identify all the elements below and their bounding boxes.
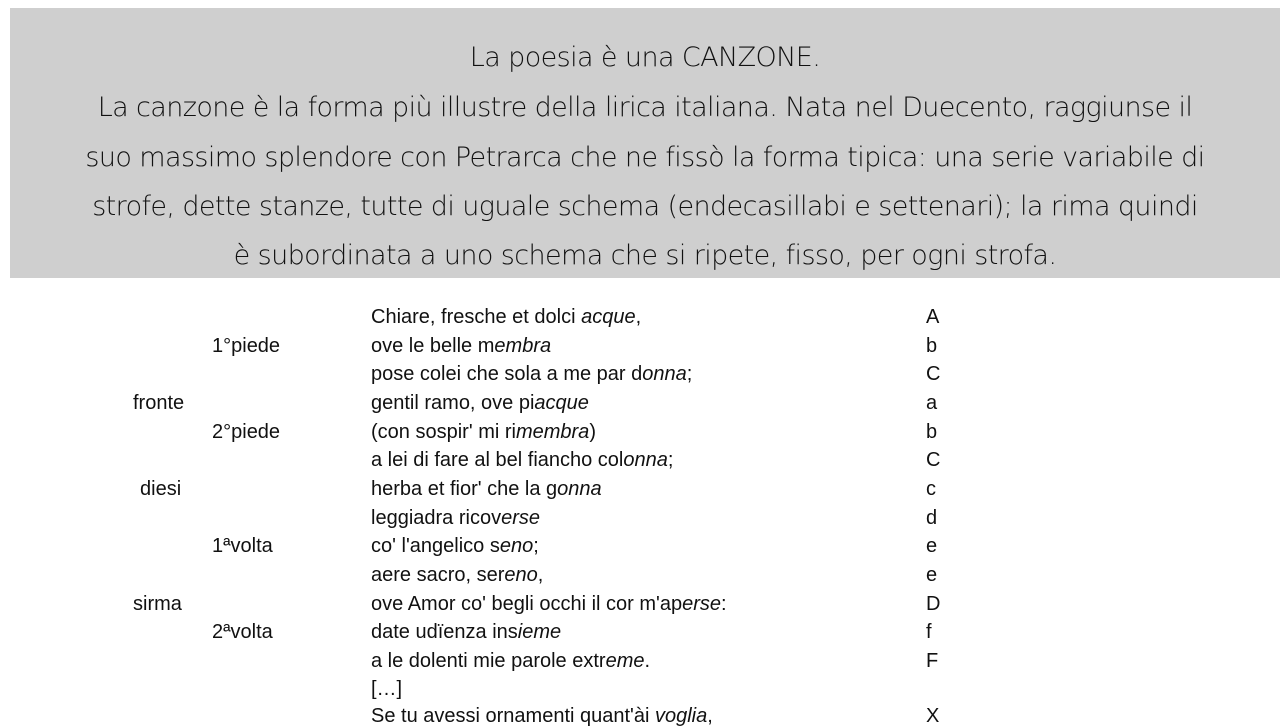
sub-section-label: 1°piede [212, 335, 281, 357]
rhyme-letter: e [926, 535, 938, 557]
intro-line: strofe, dette stanze, tutte di uguale schema (endecasillabi e settenari); la rima quindi [92, 191, 1198, 222]
section-label: fronte [133, 392, 185, 414]
rhyme-letter: b [926, 421, 938, 443]
verse-line: date udïenza insieme [371, 621, 562, 643]
verse-line: (con sospir' mi rimembra) [371, 421, 596, 443]
ellipsis-line: […] [371, 678, 403, 700]
section-label: diesi [140, 478, 182, 500]
rhyme-letter: C [926, 363, 941, 385]
intro-line: suo massimo splendore con Petrarca che ne fissò la forma tipica: una serie variabile di [85, 142, 1205, 173]
verse-line: aere sacro, sereno, [371, 564, 544, 586]
rhyme-letter: a [926, 392, 938, 414]
verse-line: co' l'angelico seno; [371, 535, 539, 557]
verse-line: a le dolenti mie parole extreme. [371, 650, 651, 672]
rhyme-letter: c [926, 478, 936, 500]
verse-line: gentil ramo, ove piacque [371, 392, 589, 414]
rhyme-letter: d [926, 507, 938, 529]
verse-line: a lei di fare al bel fiancho colonna; [371, 449, 674, 471]
sub-section-label: 2°piede [212, 421, 281, 443]
rhyme-letter: D [926, 593, 941, 615]
rhyme-letter: A [926, 306, 940, 328]
sub-section-label: 2ªvolta [212, 621, 273, 643]
rhyme-letter: F [926, 650, 939, 672]
rhyme-letter: C [926, 449, 941, 471]
rhyme-letter: e [926, 564, 938, 586]
intro-title: La poesia è una CANZONE. [469, 42, 821, 73]
verse-line: ove Amor co' begli occhi il cor m'aperse: [371, 593, 727, 615]
verse-line: pose colei che sola a me par donna; [371, 363, 693, 385]
rhyme-letter: b [926, 335, 938, 357]
intro-line: La canzone è la forma più illustre della lirica italiana. Nata nel Duecento, raggiunse il [97, 92, 1193, 123]
verse-line: ove le belle membra [371, 335, 552, 357]
verse-line: Se tu avessi ornamenti quant'ài voglia, [371, 705, 713, 727]
rhyme-letter: X [926, 705, 940, 727]
verse-line: Chiare, fresche et dolci acque, [371, 306, 642, 328]
intro-line: è subordinata a uno schema che si ripete, fisso, per ogni strofa. [233, 240, 1057, 271]
sub-section-label: 1ªvolta [212, 535, 273, 557]
verse-line: herba et fior' che la gonna [371, 478, 602, 500]
verse-line: leggiadra ricoverse [371, 507, 540, 529]
rhyme-letter: f [926, 621, 932, 643]
section-label: sirma [133, 593, 182, 615]
